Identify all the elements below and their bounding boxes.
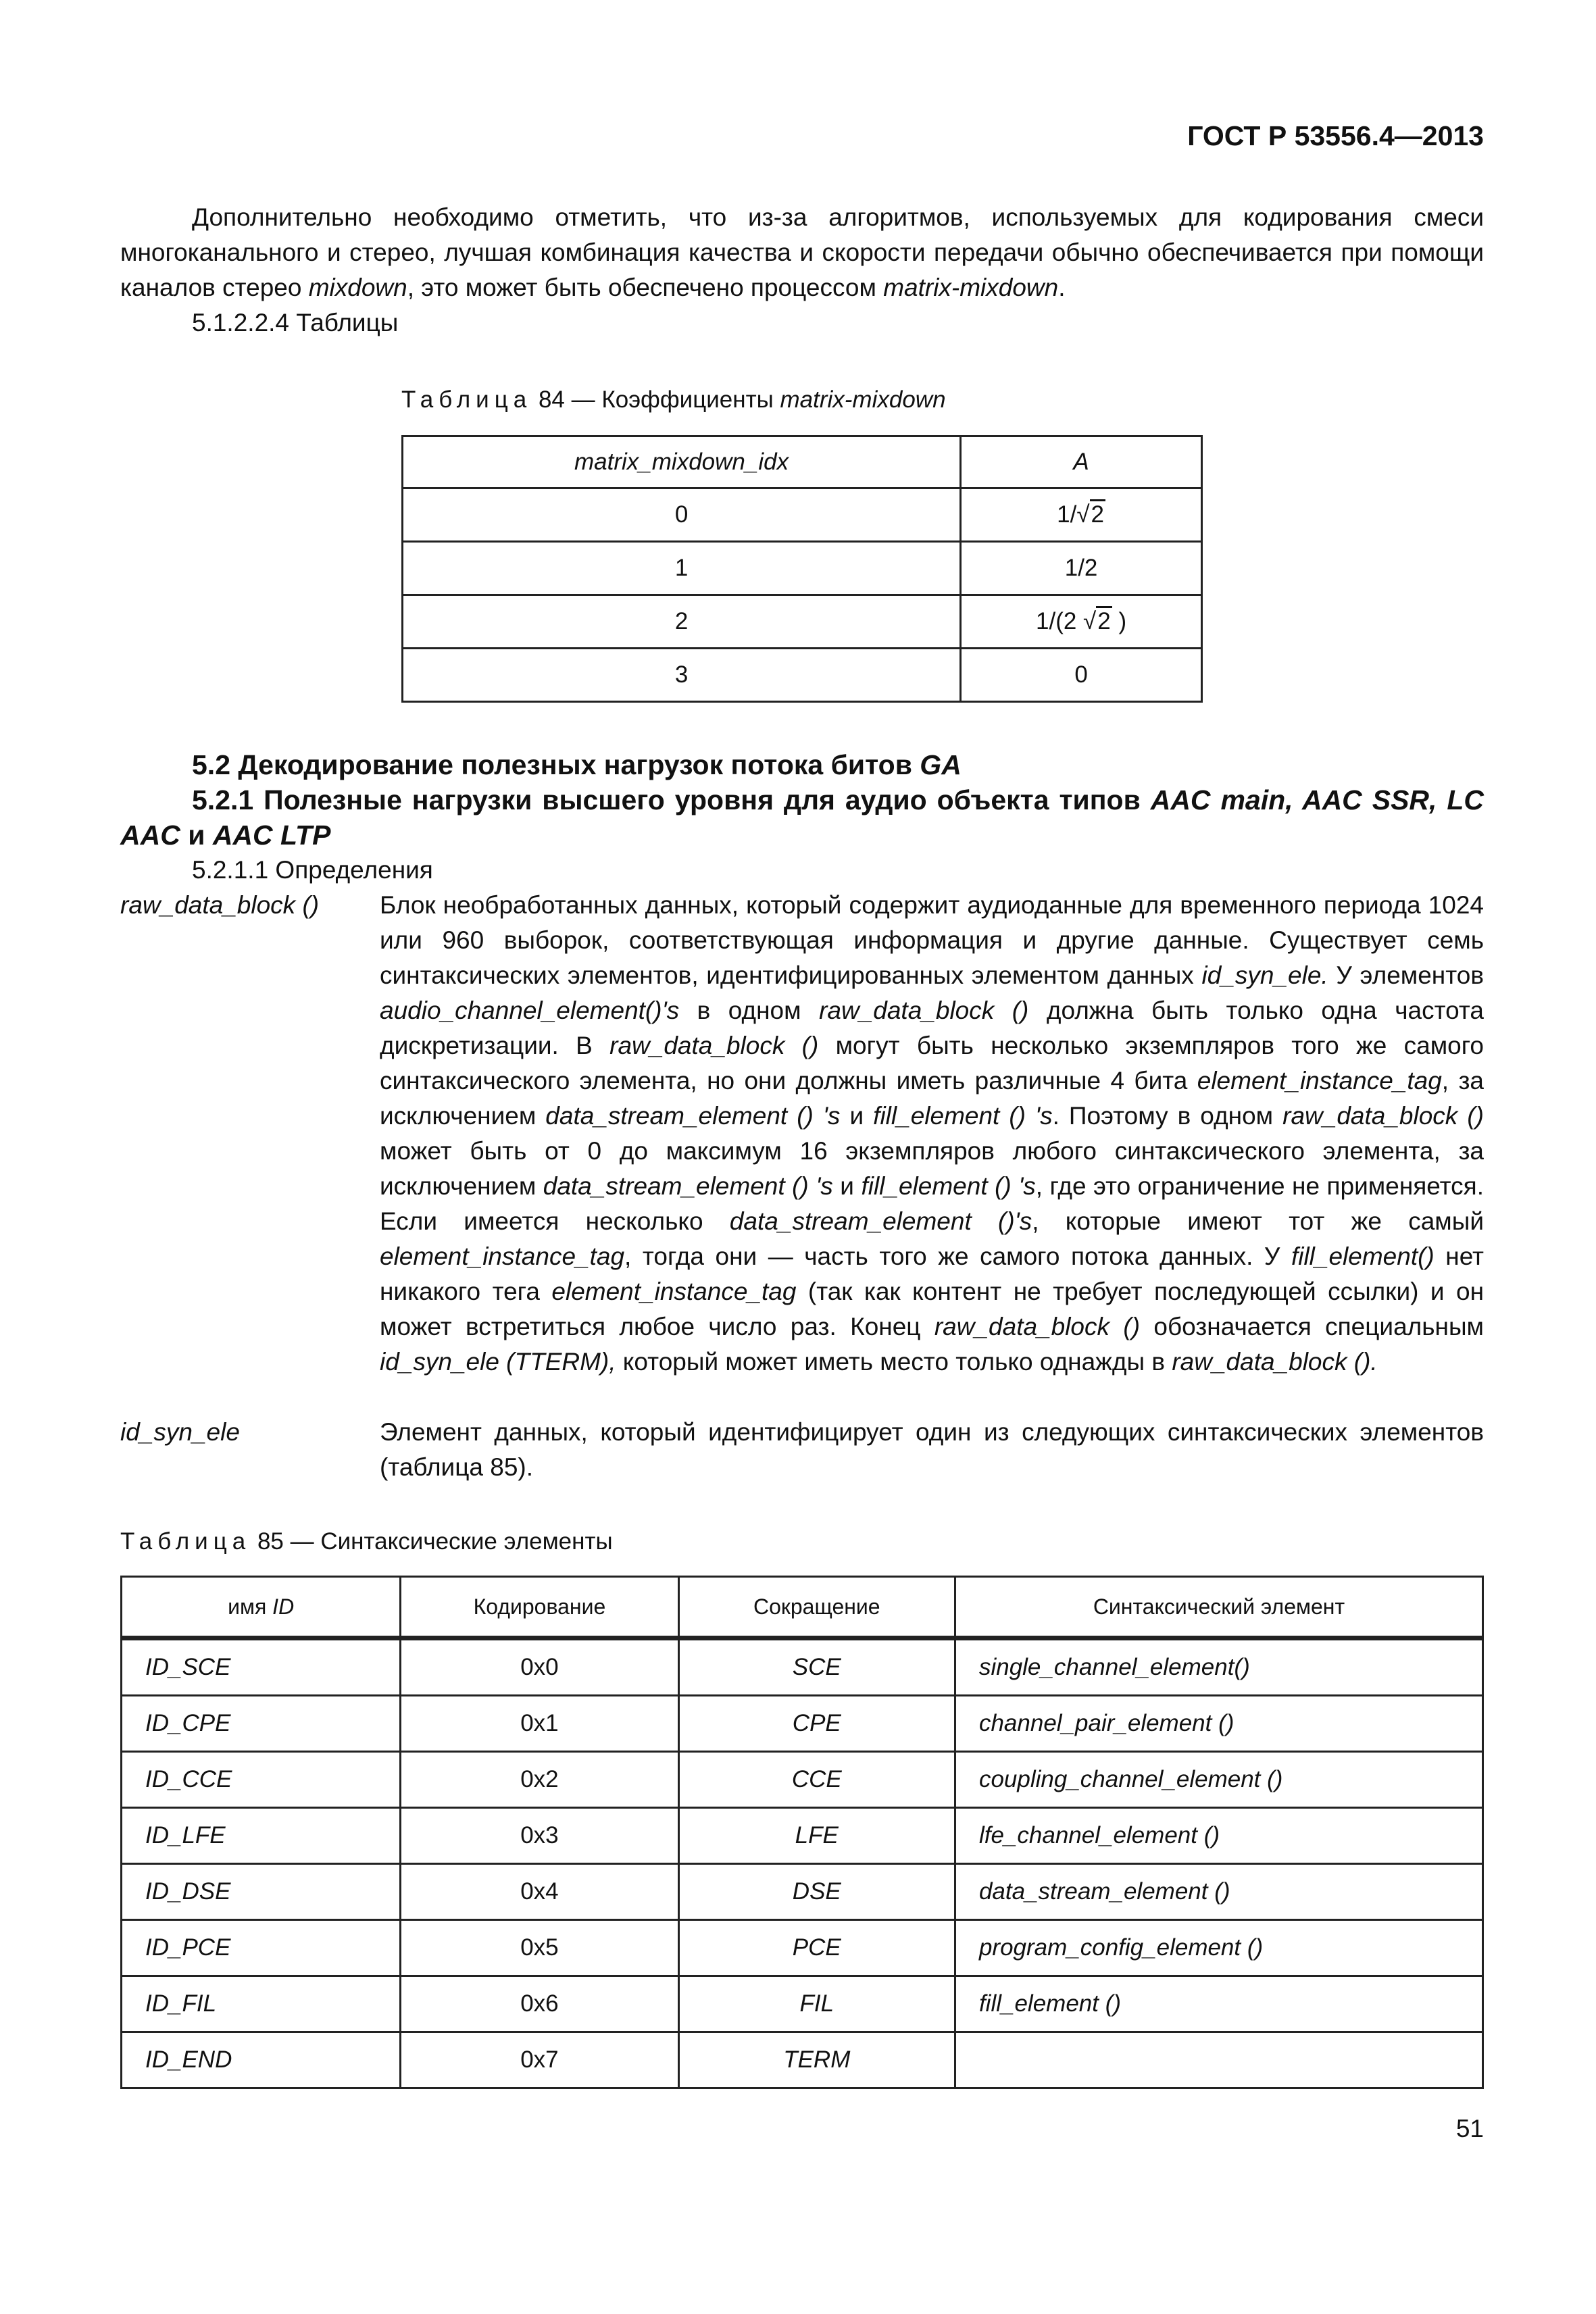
table84-header-a: A	[961, 436, 1202, 488]
table-row: 0 1/√2	[403, 488, 1202, 542]
table-cell-code: 0x7	[401, 2032, 678, 2088]
table-cell-abbr: SCE	[678, 1638, 955, 1696]
table-cell-name: ID_DSE	[122, 1864, 401, 1920]
section-5-2-heading: 5.2 Декодирование полезных нагрузок потока битов GA	[192, 749, 962, 780]
definition-text: Элемент данных, который идентифицирует один из следующих синтаксических элементов (таблица 85).	[380, 1418, 1484, 1481]
table-cell-abbr: LFE	[678, 1808, 955, 1864]
table-cell-element: data_stream_element ()	[955, 1864, 1482, 1920]
table-cell-element: coupling_channel_element ()	[955, 1752, 1482, 1808]
table-row	[122, 1696, 1483, 1752]
table-cell-name: ID_CPE	[122, 1696, 401, 1752]
intro-paragraph: Дополнительно необходимо отметить, что из-за алгоритмов, используемых для кодирования смеси многоканального и стерео, лучшая комбинация качества и скорости передачи обычно обеспечивается при помощи каналов стерео mixdown, это может быть обеспечено процессом matrix-mixdown.	[120, 203, 1484, 301]
table-cell-name: ID_PCE	[122, 1920, 401, 1976]
table-row: 1 1/2	[403, 542, 1202, 595]
sqrt-symbol: √2	[1083, 608, 1112, 635]
table-row	[122, 1920, 1483, 1976]
table-row	[122, 1976, 1483, 2032]
table-cell-element	[955, 2032, 1482, 2088]
table84-caption: Таблица 84 — Коэффициенты matrix-mixdown	[401, 386, 946, 413]
tables-subsection-heading: 5.1.2.2.4 Таблицы	[192, 309, 399, 336]
table85-header-name: имя ID	[122, 1577, 401, 1638]
definition-raw-data-block	[120, 888, 1484, 1380]
table-cell-abbr: PCE	[678, 1920, 955, 1976]
table-cell-abbr: DSE	[678, 1864, 955, 1920]
table-row	[122, 2032, 1483, 2088]
table-cell-code: 0x2	[401, 1752, 678, 1808]
table-cell-code: 0x6	[401, 1976, 678, 2032]
table85-header-element: Синтаксический элемент	[955, 1577, 1482, 1638]
table-cell-code: 0x4	[401, 1864, 678, 1920]
table-row	[122, 1638, 1483, 1696]
table-cell-code: 0x3	[401, 1808, 678, 1864]
standard-header: ГОСТ Р 53556.4—2013	[1187, 120, 1484, 151]
table-cell-element: program_config_element ()	[955, 1920, 1482, 1976]
table85-caption: Таблица 85 — Синтаксические элементы	[120, 1528, 613, 1555]
definition-term: raw_data_block ()	[120, 891, 320, 919]
table-row: 3 0	[403, 649, 1202, 702]
table-cell-abbr: CPE	[678, 1696, 955, 1752]
table-cell-name: ID_FIL	[122, 1976, 401, 2032]
section-5-2-1-heading: 5.2.1 Полезные нагрузки высшего уровня для аудио объекта типов AAC main, AAC SSR, LC AAC и AAC LTP	[120, 784, 1484, 851]
table-row	[122, 1864, 1483, 1920]
table-cell-abbr: FIL	[678, 1976, 955, 2032]
page-number: 51	[1455, 2115, 1484, 2142]
table85-header-abbr: Сокращение	[678, 1577, 955, 1638]
table-row: 2 1/(2 √2 )	[403, 595, 1202, 649]
definition-term: id_syn_ele	[120, 1418, 240, 1446]
table-cell-element: single_channel_element()	[955, 1638, 1482, 1696]
table-cell-abbr: TERM	[678, 2032, 955, 2088]
table84-header-row	[403, 436, 1202, 488]
definition-text: Блок необработанных данных, который содержит аудиоданные для временного периода 1024 или 960 выборок, соответствующая информация и другие данные. Существует семь синтаксических элементов, идентифицированных элементом данных id_syn_ele. У элементов audio_channel_element()'s в одном raw_data_block () должна быть только одна частота дискретизации. В raw_data_block () могут быть несколько экземпляров того же самого синтаксического элемента, но они должны иметь различные 4 бита element_instance_tag, за исключением data_stream_element () 's и fill_element () 's. Поэтому в одном raw_data_block () может быть от 0 до максимум 16 экземпляров любого синтаксического элемента, за исключением data_stream_element () 's и fill_element () 's, где это ограничение не применяется. Если имеется несколько data_stream_element ()'s, которые имеют тот же самый element_instance_tag, тогда они — часть того же самого потока данных. У fill_element() нет никакого тега element_instance_tag (так как контент не требует последующей ссылки) и он может встретиться любое число раз. Конец raw_data_block () обозначается специальным id_syn_ele (TTERM), который может иметь место только однажды в raw_data_block ().	[380, 891, 1485, 1376]
table-cell-code: 0x5	[401, 1920, 678, 1976]
table-cell-name: ID_LFE	[122, 1808, 401, 1864]
definition-id-syn-ele	[120, 1415, 1484, 1485]
definitions-heading: 5.2.1.1 Определения	[192, 856, 433, 884]
table-cell-name: ID_END	[122, 2032, 401, 2088]
table-row	[122, 1808, 1483, 1864]
table-cell-abbr: CCE	[678, 1752, 955, 1808]
table-cell-element: channel_pair_element ()	[955, 1696, 1482, 1752]
table85-header-row	[122, 1577, 1483, 1638]
table-cell-element: lfe_channel_element ()	[955, 1808, 1482, 1864]
table85	[120, 1576, 1484, 2089]
table-cell-element: fill_element ()	[955, 1976, 1482, 2032]
table85-header-coding: Кодирование	[401, 1577, 678, 1638]
table-cell-code: 0x1	[401, 1696, 678, 1752]
table-cell-name: ID_CCE	[122, 1752, 401, 1808]
table84	[401, 435, 1203, 703]
sqrt-symbol: √2	[1076, 501, 1105, 528]
table85-body	[122, 1638, 1483, 2088]
table-cell-name: ID_SCE	[122, 1638, 401, 1696]
table-row	[122, 1752, 1483, 1808]
table84-header-idx: matrix_mixdown_idx	[403, 436, 961, 488]
table-cell-code: 0x0	[401, 1638, 678, 1696]
